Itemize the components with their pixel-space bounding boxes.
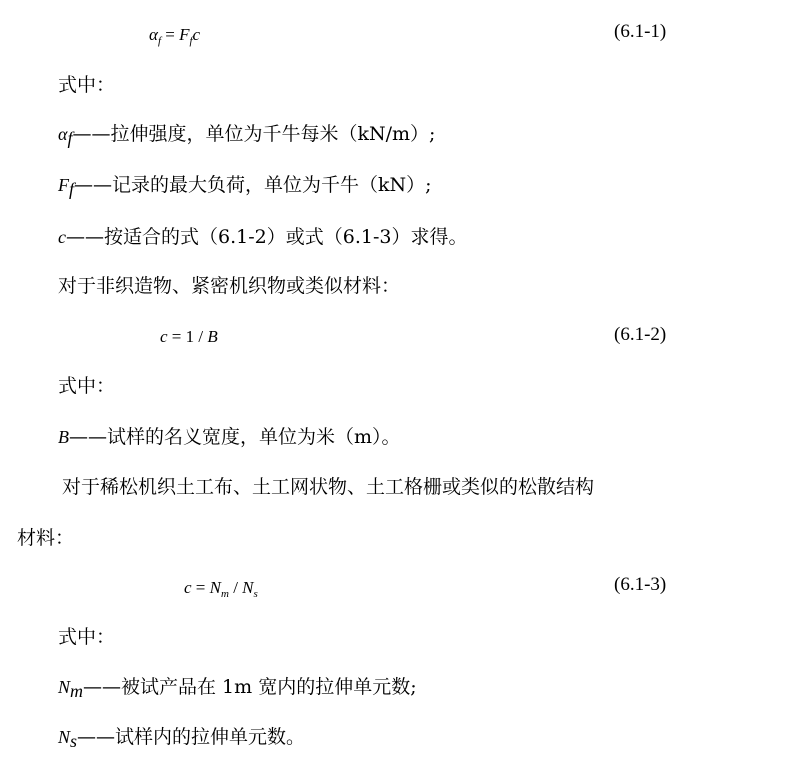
equals-one-over: = 1 /	[167, 327, 208, 346]
ns-symbol: N	[242, 578, 254, 597]
definition-text: ——试样内的拉伸单元数。	[77, 726, 306, 748]
where-label-3: 式中：	[58, 626, 116, 648]
definition-text: ——被试产品在 1m 宽内的拉伸单元数;	[83, 676, 417, 698]
definition-ns	[58, 725, 305, 749]
equals-sign: =	[191, 578, 210, 597]
force-subscript: f	[189, 35, 193, 47]
alpha-symbol: α	[58, 124, 68, 144]
force-symbol: F	[179, 25, 190, 44]
slash: /	[228, 578, 243, 597]
alpha-symbol: α	[149, 25, 158, 44]
where-label-1: 式中：	[58, 74, 116, 96]
c-symbol: c	[192, 25, 201, 44]
definition-nm	[58, 675, 417, 699]
alpha-subscript: f	[67, 128, 73, 148]
paragraph-nonwoven: 对于非织造物、紧密机织物或类似材料：	[58, 275, 401, 297]
b-symbol: B	[58, 427, 69, 447]
paragraph-loose-structure-line1: 对于稀松机织土工布、土工网状物、土工格栅或类似的松散结构	[62, 476, 595, 498]
ns-subscript: s	[70, 731, 78, 751]
equation-number-6-1-2: (6.1-2)	[614, 324, 667, 345]
equals-sign: =	[161, 25, 180, 44]
definition-b	[58, 425, 401, 449]
nm-subscript: m	[70, 681, 84, 701]
nm-symbol: N	[58, 677, 71, 697]
equation-number-6-1-1: (6.1-1)	[614, 21, 667, 42]
c-symbol: c	[58, 227, 66, 247]
paragraph-loose-structure-line2: 材料：	[17, 527, 75, 549]
equation-6-1-1	[149, 23, 200, 47]
definition-force	[58, 173, 432, 197]
definition-text: ——按适合的式（6.1-2）或式（6.1-3）求得。	[66, 226, 468, 248]
ns-symbol: N	[58, 727, 71, 747]
nm-symbol: N	[209, 578, 221, 597]
c-symbol: c	[184, 578, 192, 597]
c-symbol: c	[160, 327, 168, 346]
where-label-2: 式中：	[58, 375, 116, 397]
definition-c	[58, 225, 467, 249]
ns-subscript: s	[253, 588, 258, 600]
force-subscript: f	[69, 179, 75, 199]
definition-text: ——试样的名义宽度，单位为米（m）。	[69, 426, 401, 448]
alpha-subscript: f	[157, 35, 161, 47]
equation-number-6-1-3: (6.1-3)	[614, 574, 667, 595]
definition-alpha	[58, 122, 435, 146]
nm-subscript: m	[220, 588, 229, 600]
b-symbol: B	[207, 327, 218, 346]
definition-text: ——拉伸强度，单位为千牛每米（kN/m）;	[72, 123, 436, 145]
equation-6-1-3	[184, 576, 258, 600]
equation-6-1-2	[160, 325, 218, 349]
definition-text: ——记录的最大负荷，单位为千牛（kN）;	[74, 174, 432, 196]
force-symbol: F	[58, 175, 69, 195]
